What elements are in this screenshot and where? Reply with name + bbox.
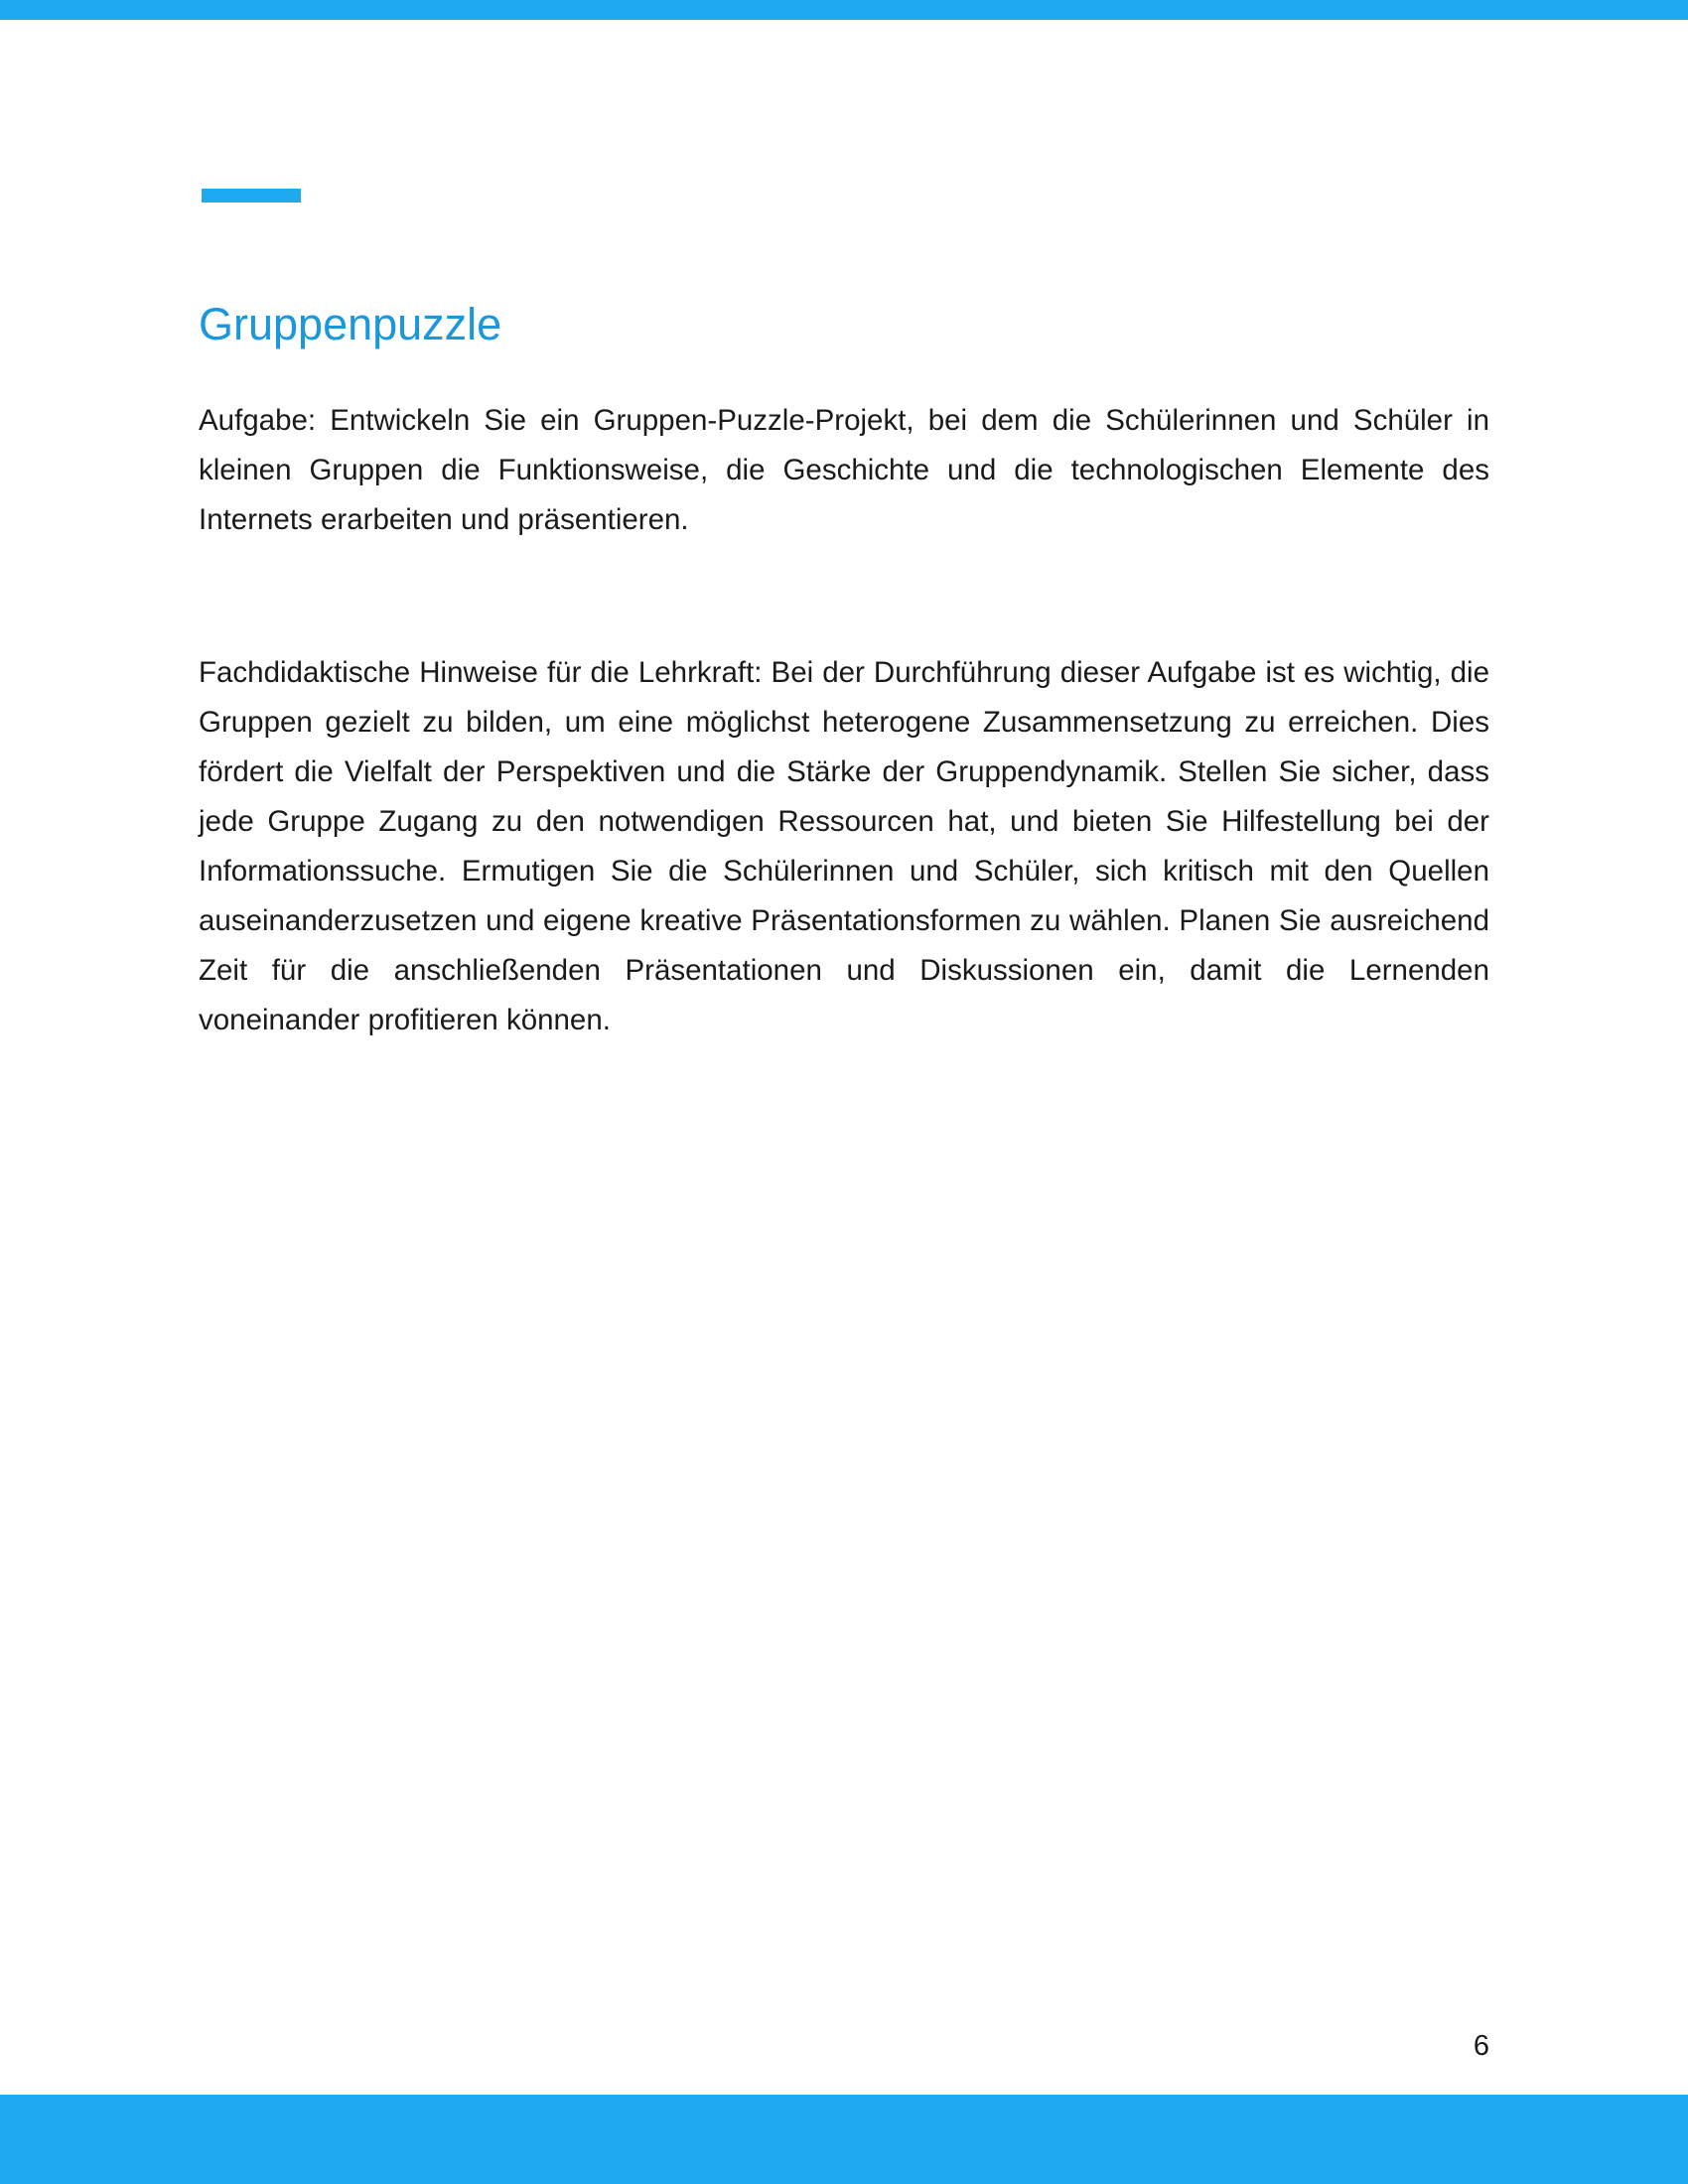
page-title: Gruppenpuzzle <box>199 299 502 349</box>
page-number: 6 <box>1473 2030 1489 2062</box>
section-accent-dash <box>202 189 301 203</box>
teacher-hints-paragraph: Fachdidaktische Hinweise für die Lehrkraft: Bei der Durchführung dieser Aufgabe ist es wichtig, die Gruppen gezielt zu bilden, um eine möglichst heterogene Zusammensetzung zu erreichen. Dies fördert die Vielfalt der Perspektiven und die Stärke der Gruppendynamik. Stellen Sie sicher, dass jede Gruppe Zugang zu den notwendigen Ressourcen hat, und bieten Sie Hilfestellung bei der Informationssuche. Ermutigen Sie die Schülerinnen und Schüler, sich kritisch mit den Quellen auseinanderzusetzen und eigene kreative Präsentationsformen zu wählen. Planen Sie ausreichend Zeit für die anschließenden Präsentationen und Diskussionen ein, damit die Lernenden voneinander profitieren können. <box>199 656 1489 1036</box>
top-accent-bar <box>0 0 1688 20</box>
task-paragraph: Aufgabe: Entwickeln Sie ein Gruppen-Puzzle-Projekt, bei dem die Schülerinnen und Schüler in kleinen Gruppen die Funktionsweise, die Geschichte und die technologischen Elemente des Internets erarbeiten und präsentieren. <box>199 404 1489 536</box>
bottom-accent-bar <box>0 2095 1688 2184</box>
